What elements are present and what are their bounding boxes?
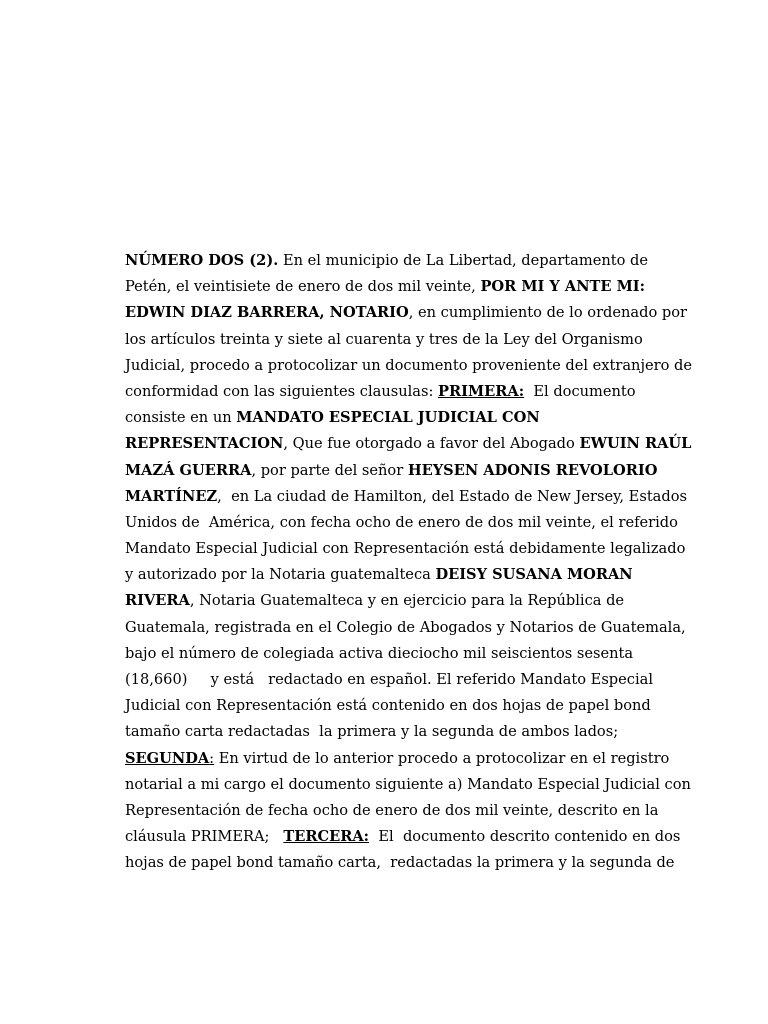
body-text: Representación de fecha ocho de enero de dos mil veinte, descrito en la (125, 801, 659, 819)
body-text: tamaño carta redactadas la primera y la segunda de ambos lados; (125, 723, 619, 741)
text-line (125, 510, 711, 536)
bold-text: EDWIN DIAZ BARRERA, NOTARIO (125, 304, 409, 322)
body-text: consiste en un (125, 409, 237, 427)
body-text: El documento descrito contenido en dos (369, 828, 681, 846)
bold-text: EWUIN RAÚL (579, 435, 692, 453)
document-body (125, 248, 711, 877)
text-line (125, 431, 711, 457)
bold-text: MANDATO ESPECIAL JUDICIAL CON (236, 409, 540, 427)
body-text: Mandato Especial Judicial con Representación está debidamente legalizado (125, 540, 686, 558)
body-text: Guatemala, registrada en el Colegio de Abogados y Notarios de Guatemala, (125, 618, 686, 636)
bold-text: SEGUNDA (125, 749, 210, 767)
text-line (125, 484, 711, 510)
bold-text: REPRESENTACION (125, 435, 284, 453)
body-text: Judicial, procedo a protocolizar un documento proveniente del extranjero de (125, 356, 692, 374)
body-text: , Notaria Guatemalteca y en ejercicio para la República de (189, 592, 625, 610)
text-line (125, 588, 711, 614)
bold-text: MAZÁ GUERRA (125, 461, 252, 479)
text-line (125, 458, 711, 484)
text-line (125, 824, 711, 850)
body-text: notarial a mi cargo el documento siguiente a) Mandato Especial Judicial con (125, 775, 691, 793)
text-line (125, 405, 711, 431)
body-text: , por parte del señor (251, 461, 408, 479)
body-text: , en cumplimiento de lo ordenado por (408, 304, 687, 322)
body-text: (18,660) y está redactado en español. El referido Mandato Especial (125, 671, 653, 688)
body-text: cláusula PRIMERA; (125, 828, 284, 846)
body-text: Judicial con Representación está contenido en dos hojas de papel bond (125, 697, 651, 715)
body-text: El documento (524, 382, 636, 400)
body-text: En virtud de lo anterior procedo a protocolizar en el registro (214, 749, 670, 767)
text-line (125, 562, 711, 588)
text-line (125, 667, 711, 693)
bold-text: MARTÍNEZ (125, 487, 218, 505)
text-line (125, 798, 711, 824)
bold-text: RIVERA (125, 592, 190, 610)
bold-text: POR MI Y ANTE MI: (480, 278, 645, 296)
body-text: : (209, 749, 215, 767)
body-text: En el municipio de La Libertad, departamento de (278, 252, 649, 269)
bold-text: TERCERA: (283, 828, 370, 846)
text-line (125, 536, 711, 562)
body-text: conformidad con las siguientes clausulas: (125, 382, 439, 400)
text-line (125, 772, 711, 798)
body-text: , en La ciudad de Hamilton, del Estado de New Jersey, Estados (217, 487, 687, 505)
text-line (125, 327, 711, 353)
text-line (125, 274, 711, 300)
body-text: Petén, el veintisiete de enero de dos mil veinte, (125, 278, 481, 296)
text-line (125, 353, 711, 379)
bold-text: HEYSEN ADONIS REVOLORIO (407, 461, 658, 479)
text-line (125, 746, 711, 772)
text-line (125, 693, 711, 719)
body-text: los artículos treinta y siete al cuarenta y tres de la Ley del Organismo (125, 330, 643, 348)
bold-text: DEISY SUSANA MORAN (435, 566, 633, 584)
text-line (125, 300, 711, 326)
text-line (125, 850, 711, 876)
text-line (125, 379, 711, 405)
bold-text: PRIMERA: (438, 382, 525, 400)
body-text: Unidos de América, con fecha ocho de enero de dos mil veinte, el referido (125, 513, 678, 531)
body-text: , Que fue otorgado a favor del Abogado (283, 435, 580, 453)
text-line (125, 719, 711, 745)
bold-text: NÚMERO DOS (2). (125, 252, 279, 269)
body-text: y autorizado por la Notaria guatemalteca (125, 566, 436, 584)
body-text: bajo el número de colegiada activa dieciocho mil seiscientos sesenta (125, 644, 634, 662)
body-text: hojas de papel bond tamaño carta, redactadas la primera y la segunda de (125, 854, 675, 872)
text-line (125, 248, 711, 274)
text-line (125, 615, 711, 641)
text-line (125, 641, 711, 667)
